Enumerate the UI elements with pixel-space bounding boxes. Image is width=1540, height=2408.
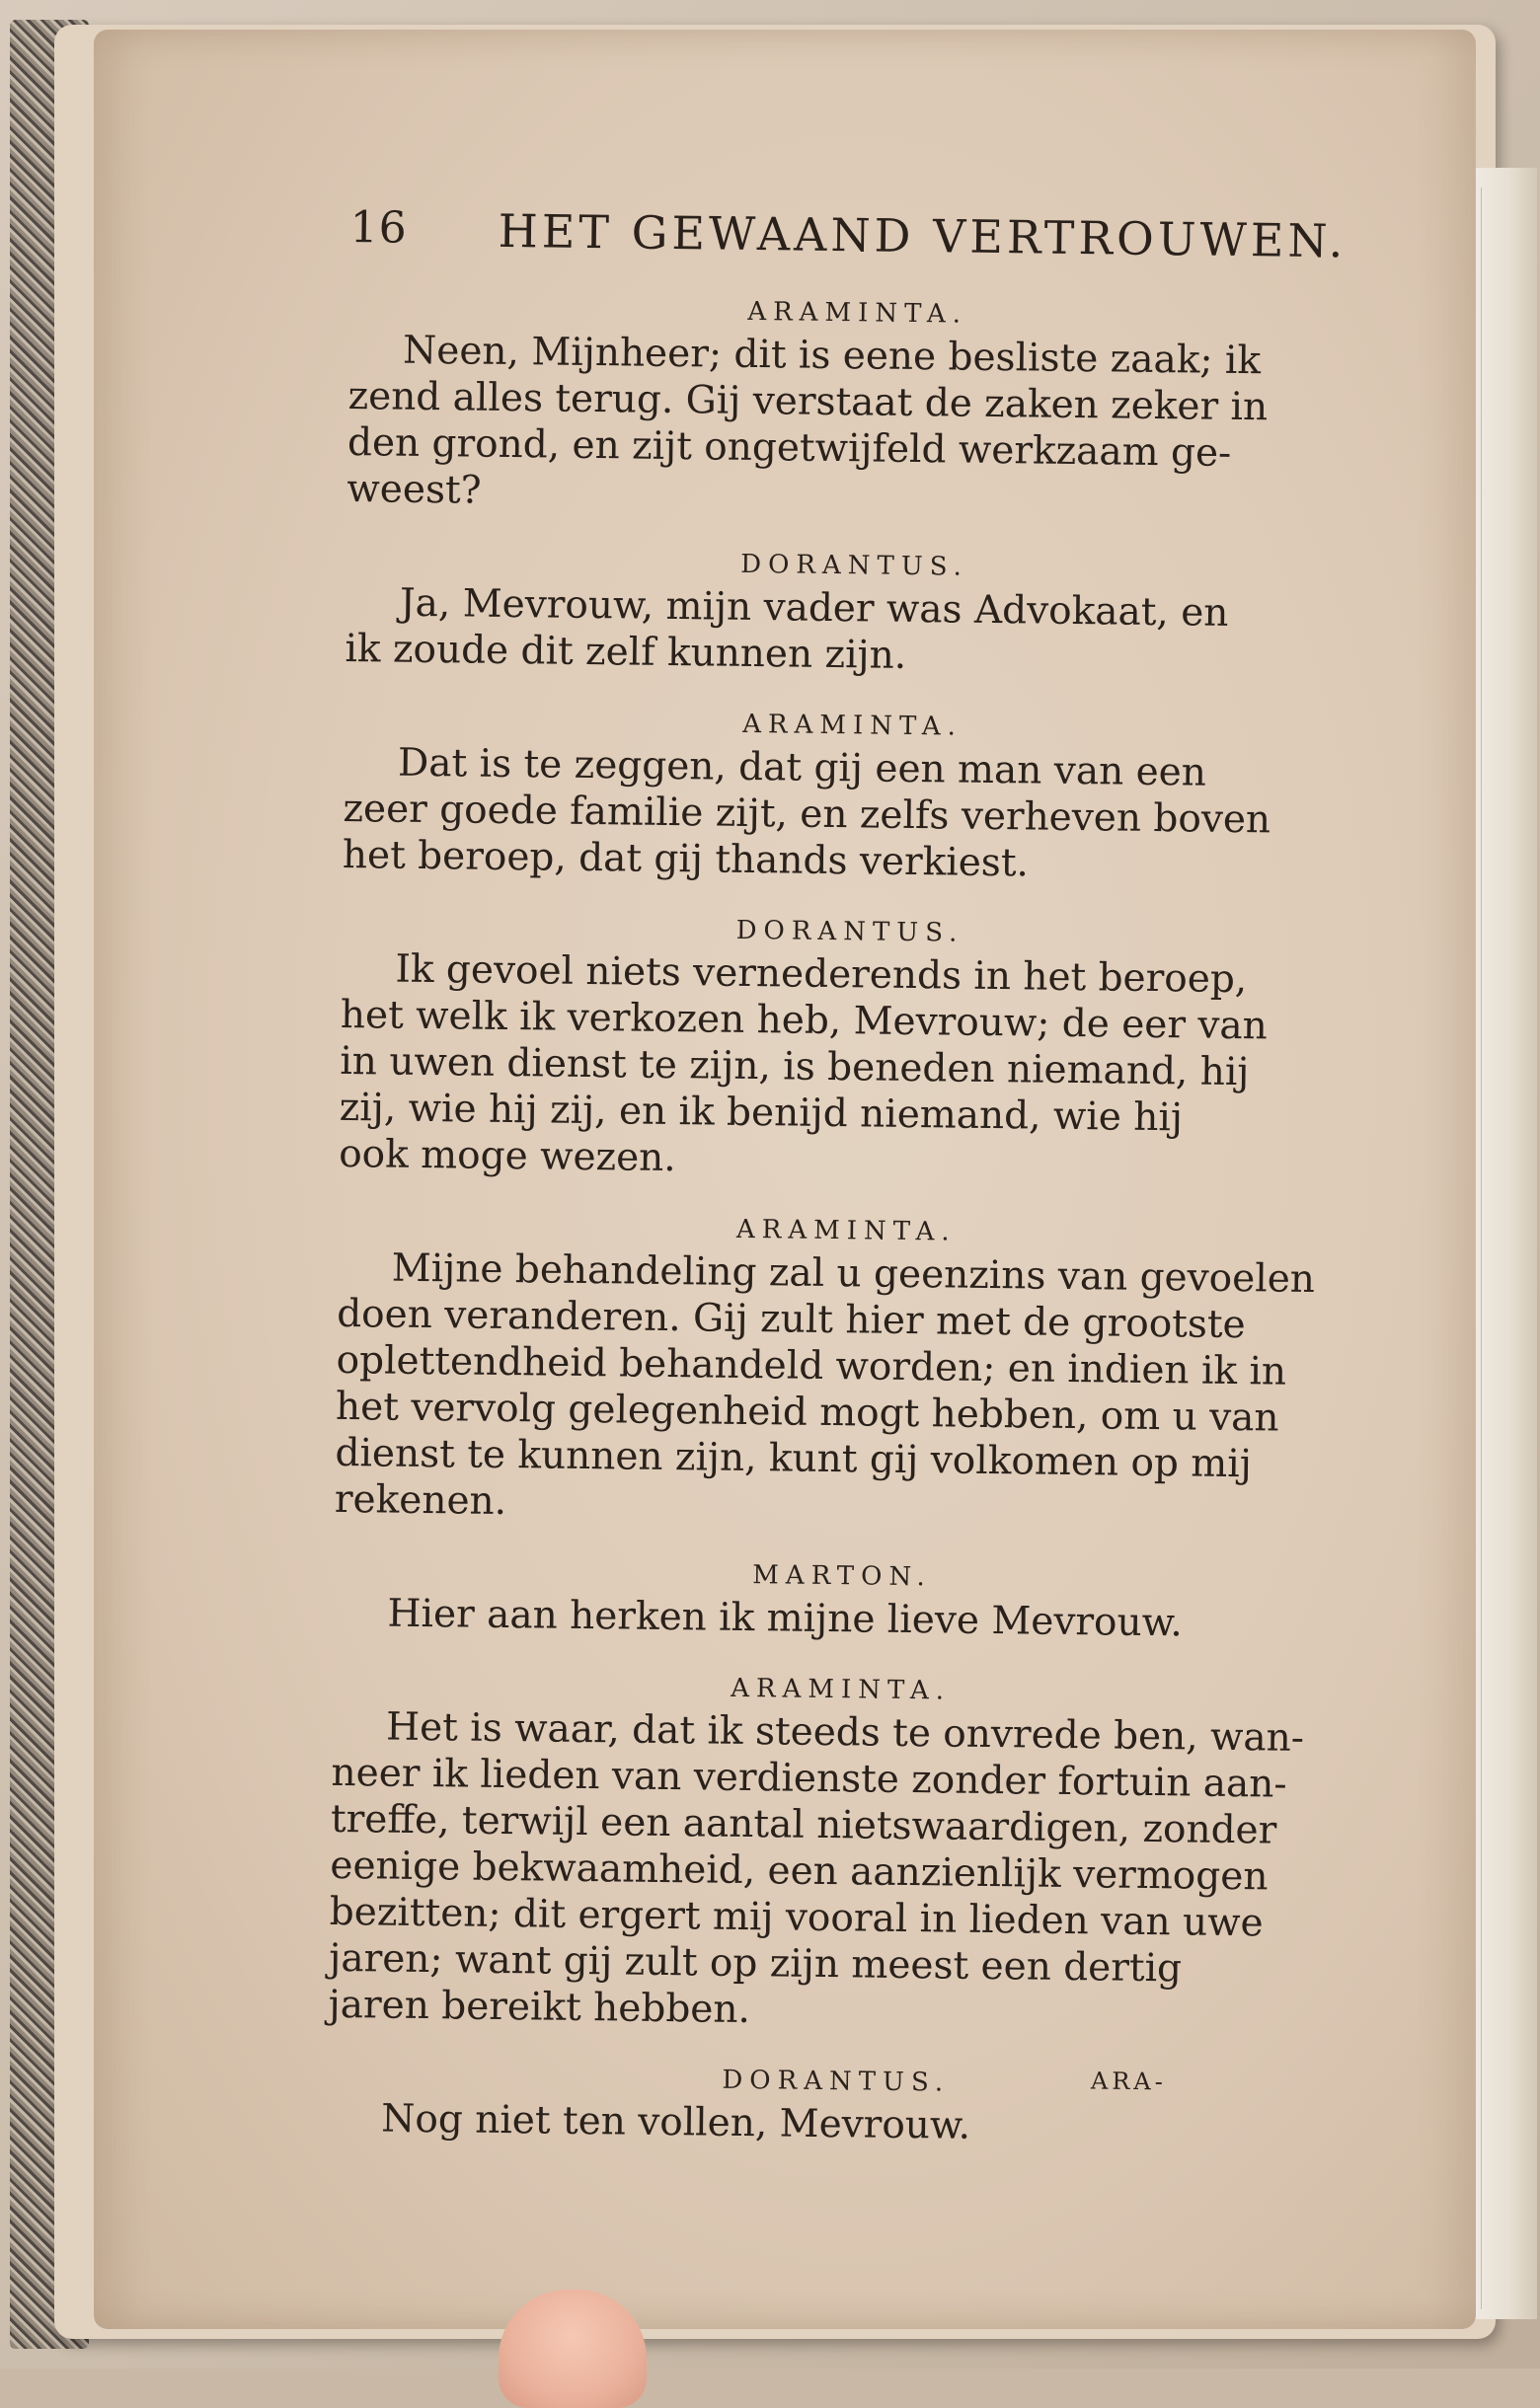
dialogue bbox=[327, 289, 1366, 2153]
text-line: treffe, terwijl een aantal nietswaardigen, zonder bbox=[330, 1796, 1277, 1853]
text-line: bezitten; dit ergert mij vooral in lieden van uwe bbox=[329, 1889, 1264, 1946]
text-line: het vervolg gelegenheid mogt hebben, om u van bbox=[335, 1384, 1279, 1441]
text-line: Neen, Mijnheer; dit is eene besliste zaak; ik bbox=[402, 328, 1262, 384]
speech-paragraph bbox=[343, 739, 1361, 891]
text-line: ook moge wezen. bbox=[338, 1131, 676, 1181]
page-number: 16 bbox=[349, 202, 408, 254]
text-line: jaren; want gij zult op zijn meest een dertig bbox=[328, 1935, 1183, 1992]
speech-paragraph bbox=[335, 1244, 1354, 1536]
speaker-name: DORANTUS. bbox=[740, 549, 969, 582]
text-line: Mijne behandeling zal u geenzins van gevoelen bbox=[391, 1245, 1316, 1303]
text-line: doen veranderen. Gij zult hier met de grootste bbox=[336, 1291, 1246, 1348]
text-line: Nog niet ten vollen, Mevrouw. bbox=[381, 2096, 971, 2148]
text-line: weest? bbox=[346, 466, 482, 513]
text-line: zeer goede familie zijt, en zelfs verheven boven bbox=[343, 786, 1271, 843]
speaker-name: DORANTUS. bbox=[735, 915, 964, 948]
text-line: zend alles terug. Gij verstaat de zaken zeker in bbox=[347, 373, 1269, 430]
text-line: oplettendheid behandeld worden; en indien ik in bbox=[336, 1337, 1287, 1394]
speaker-name: DORANTUS. bbox=[722, 2065, 951, 2098]
speech-paragraph bbox=[345, 579, 1362, 685]
page-text bbox=[327, 202, 1367, 2153]
text-line: Het is waar, dat ik steeds te onvrede ben, wan- bbox=[385, 1704, 1305, 1761]
speaker-name: ARAMINTA. bbox=[747, 296, 968, 330]
speaker-name: MARTON. bbox=[752, 1560, 932, 1593]
speech-paragraph bbox=[339, 945, 1358, 1190]
text-line: zij, wie hij zij, en ik benijd niemand, wie hij bbox=[339, 1085, 1184, 1141]
text-line: den grond, en zijt ongetwijfeld werkzaam ge- bbox=[346, 419, 1232, 476]
text-line: Ik gevoel niets vernederends in het beroep, bbox=[395, 946, 1248, 1003]
text-line: rekenen. bbox=[334, 1476, 507, 1525]
text-line: Dat is te zeggen, dat gij een man van een bbox=[397, 740, 1207, 795]
running-title: HET GEWAAND VERTROUWEN. bbox=[498, 203, 1348, 268]
page-header bbox=[349, 202, 1367, 284]
text-line: jaren bereikt hebben. bbox=[328, 1982, 751, 2033]
text-line: ik zoude dit zelf kunnen zijn. bbox=[345, 626, 907, 678]
text-line: het welk ik verkozen heb, Mevrouw; de eer van bbox=[340, 992, 1269, 1049]
text-line: in uwen dienst te zijn, is beneden niemand, hij bbox=[340, 1038, 1250, 1095]
speaker-name: ARAMINTA. bbox=[742, 709, 963, 742]
thumb bbox=[499, 2290, 647, 2408]
text-line: het beroep, dat gij thands verkiest. bbox=[342, 832, 1030, 886]
text-line: eenige bekwaamheid, een aanzienlijk vermogen bbox=[330, 1843, 1269, 1900]
speech-paragraph bbox=[333, 1590, 1349, 1649]
text-line: Ja, Mevrouw, mijn vader was Advokaat, en bbox=[399, 580, 1229, 636]
speech-paragraph bbox=[328, 1703, 1348, 2041]
text-line: dienst te kunnen zijn, kunt gij volkomen op mij bbox=[335, 1430, 1253, 1487]
text-line: Hier aan herken ik mijne lieve Mevrouw. bbox=[387, 1591, 1184, 1646]
speaker-name: ARAMINTA. bbox=[731, 1673, 952, 1706]
speaker-name: ARAMINTA. bbox=[735, 1214, 957, 1247]
facing-page-edge-inner bbox=[1481, 188, 1536, 2309]
catchword: ARA- bbox=[1090, 2067, 1168, 2096]
speech-paragraph bbox=[346, 327, 1365, 525]
text-line: neer ik lieden van verdienste zonder fortuin aan- bbox=[331, 1750, 1287, 1807]
